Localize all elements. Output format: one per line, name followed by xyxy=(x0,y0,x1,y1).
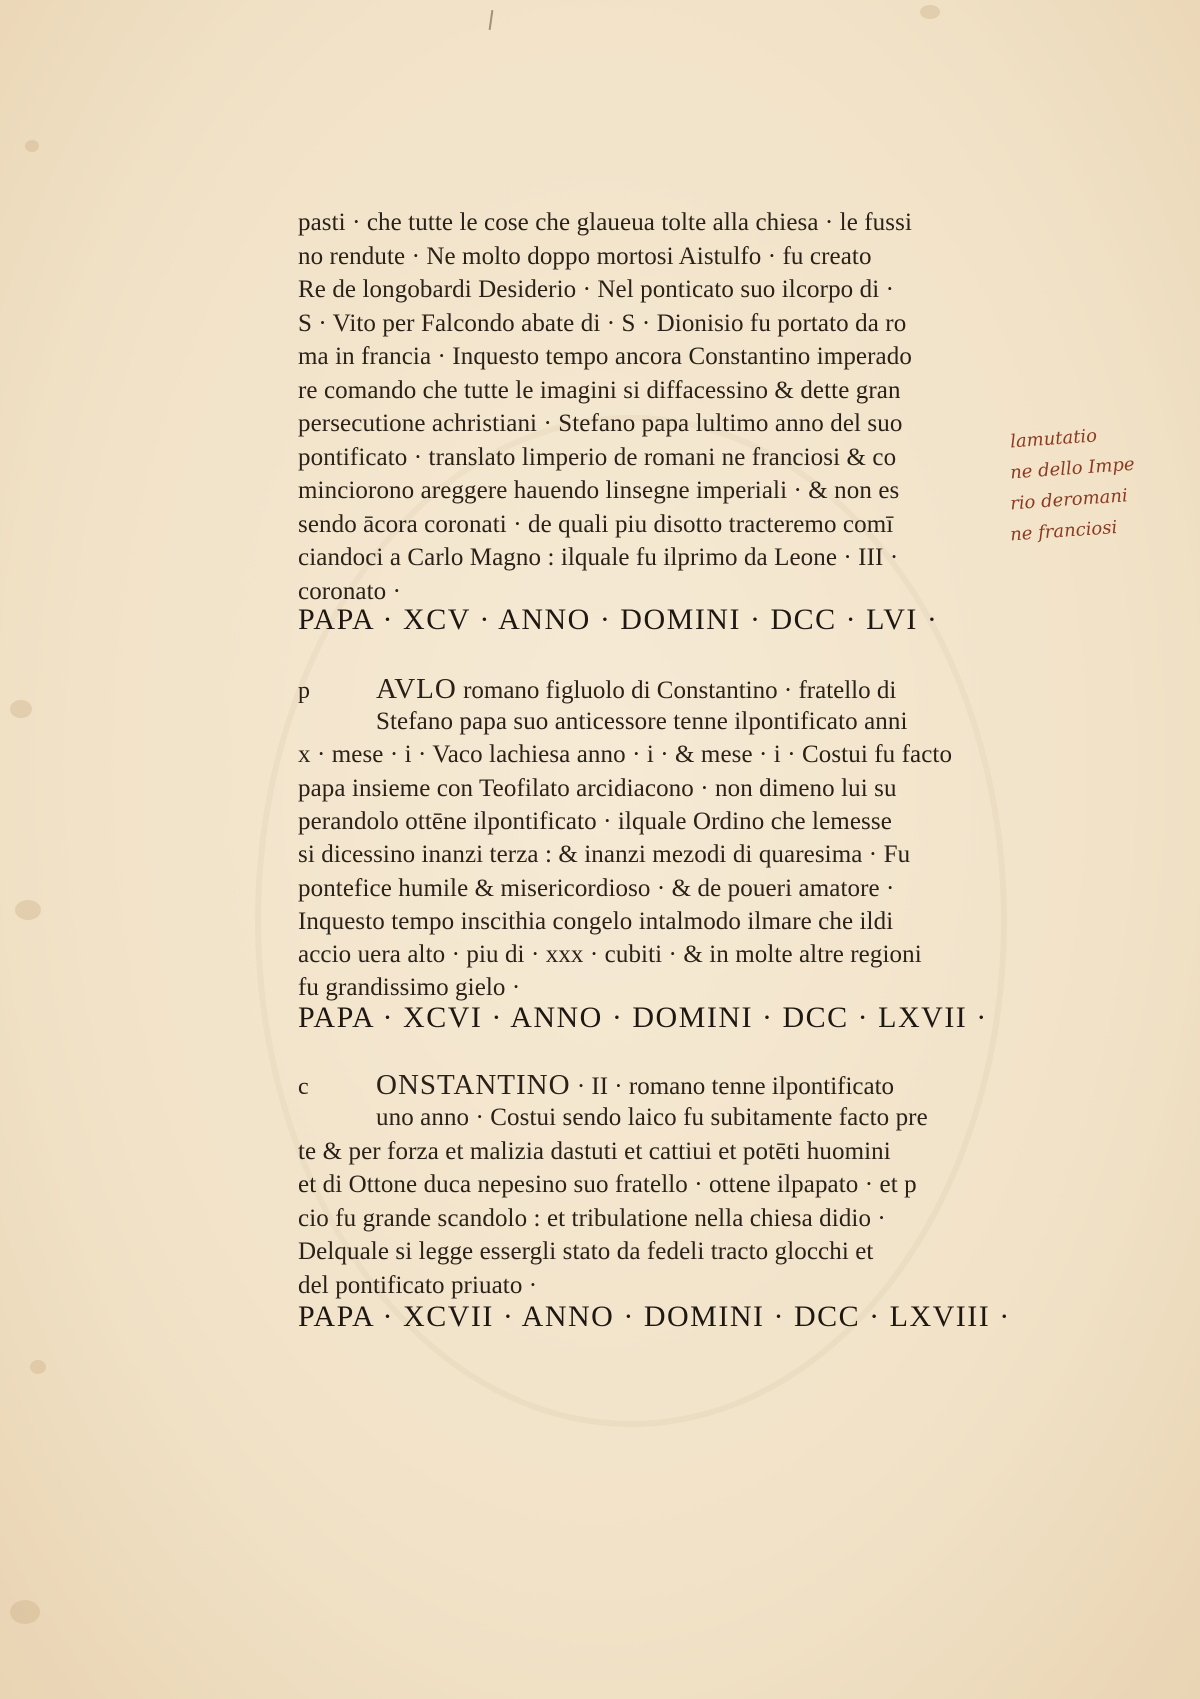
handwritten-margin-note xyxy=(1010,420,1195,544)
initial-caps-avlo: AVLO xyxy=(376,673,457,705)
text-line: re comando che tutte le imagini si diffacessino & dette gran xyxy=(298,376,901,404)
text-line: perandolo ottēne ilpontificato · ilquale Ordino che lemesse xyxy=(298,807,892,835)
text-line: uno anno · Costui sendo laico fu subitamente facto pre xyxy=(376,1104,928,1131)
text-line: pasti · che tutte le cose che glaueua tolte alla chiesa · le fussi xyxy=(298,209,912,236)
margin-note-line: rio deromani xyxy=(1009,485,1129,515)
text-line: pontificato · translato limperio de romani ne franciosi & co xyxy=(298,443,897,471)
text-line: et di Ottone duca nepesino suo fratello · ottene ilpapato · et p xyxy=(298,1171,917,1198)
section3-first-line xyxy=(376,1070,894,1102)
text-line: S · Vito per Falcondo abate di · S · Dionisio fu portato da ro xyxy=(298,309,907,337)
text-line: fu grandissimo gielo · xyxy=(298,974,521,1002)
margin-note-line: ne franciosi xyxy=(1009,516,1118,546)
text-line: cio fu grande scandolo : et tribulatione nella chiesa didio · xyxy=(298,1204,886,1232)
text-line: Delquale si legge essergli stato da fedeli tracto glocchi et xyxy=(298,1238,874,1265)
section2-first-line xyxy=(376,674,896,706)
text-line: Inquesto tempo inscithia congelo intalmodo ilmare che ildi xyxy=(298,907,894,935)
text-line: del pontificato priuato · xyxy=(298,1271,538,1299)
initial-caps-onstantino: ONSTANTINO xyxy=(376,1069,571,1101)
text-line: accio uera alto · piu di · xxx · cubiti · & in molte altre regioni xyxy=(298,941,922,969)
first-line-rest: · II · romano tenne ilpontificato xyxy=(570,1073,895,1100)
text-line: Stefano papa suo anticessore tenne ilpontificato anni xyxy=(376,708,908,735)
guide-letter-p: p xyxy=(298,678,310,704)
heading-papa-xcvi: PAPA · XCVI · ANNO · DOMINI · DCC · LXVII · xyxy=(298,1001,988,1034)
text-line: te & per forza et malizia dastuti et cattiui et potēti huomini xyxy=(298,1137,891,1165)
text-line: no rendute · Ne molto doppo mortosi Aistulfo · fu creato xyxy=(298,242,872,270)
text-line: papa insieme con Teofilato arcidiacono · non dimeno lui su xyxy=(298,774,897,802)
text-line: ciandoci a Carlo Magno : ilquale fu ilprimo da Leone · III · xyxy=(298,544,899,571)
text-line: ma in francia · Inquesto tempo ancora Constantino imperado xyxy=(298,343,912,370)
first-line-rest: romano figluolo di Constantino · fratello di xyxy=(456,677,897,704)
text-line: pontefice humile & misericordioso · & de poueri amatore · xyxy=(298,874,895,902)
heading-papa-xcv: PAPA · XCV · ANNO · DOMINI · DCC · LVI · xyxy=(298,603,939,636)
text-line: x · mese · i · Vaco lachiesa anno · i · & mese · i · Costui fu facto xyxy=(298,741,953,769)
heading-papa-xcvii: PAPA · XCVII · ANNO · DOMINI · DCC · LXVIII · xyxy=(298,1300,1011,1333)
margin-note-line: ne dello Impe xyxy=(1009,453,1136,484)
text-line: Re de longobardi Desiderio · Nel ponticato suo ilcorpo di · xyxy=(298,276,895,303)
text-line: minciorono areggere hauendo linsegne imperiali · & non es xyxy=(298,477,900,504)
text-line: si dicessino inanzi terza : & inanzi mezodi di quaresima · Fu xyxy=(298,841,911,869)
margin-note-line: lamutatio xyxy=(1009,425,1098,453)
guide-letter-c: c xyxy=(298,1074,309,1100)
text-line: persecutione achristiani · Stefano papa lultimo anno del suo xyxy=(298,410,903,437)
text-line: coronato · xyxy=(298,577,402,605)
text-line: sendo ācora coronati · de quali piu disotto tracteremo comī xyxy=(298,510,894,538)
